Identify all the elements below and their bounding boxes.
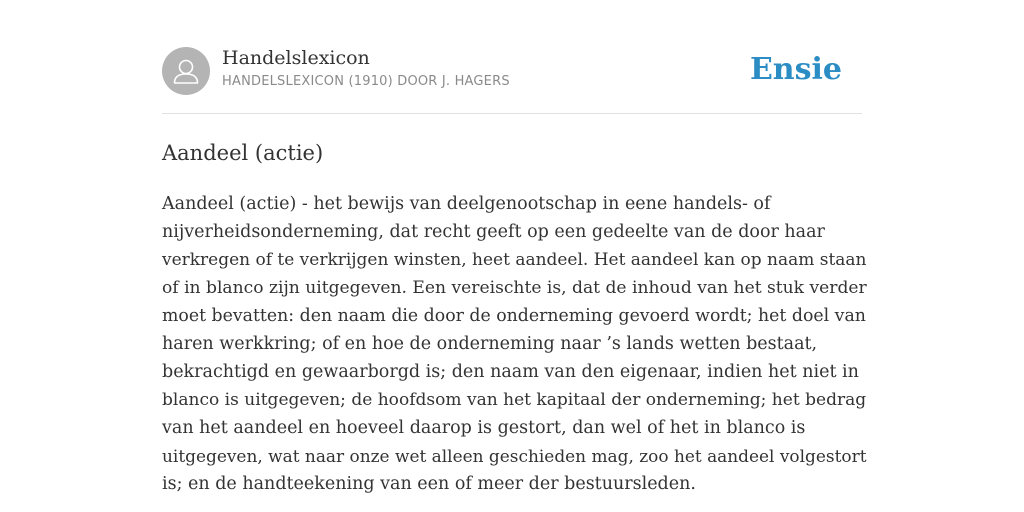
body-line: bekrachtigd en gewaarborgd is; den naam van den eigenaar, indien het niet in (162, 362, 859, 382)
body-line: Aandeel (actie) - het bewijs van deelgenootschap in eene handels- of (162, 194, 771, 214)
body-line: of in blanco zijn uitgegeven. Een vereischte is, dat de inhoud van het stuk verder (162, 278, 867, 298)
body-line: uitgegeven, wat naar onze wet alleen geschieden mag, zoo het aandeel volgestort (162, 446, 867, 466)
body-line: verkregen of te verkrijgen winsten, heet aandeel. Het aandeel kan op naam staan (162, 250, 867, 270)
body-line: haren werkkring; of en hoe de onderneming naar ’s lands wetten bestaat, (162, 334, 818, 354)
article-title: Aandeel (actie) (162, 141, 324, 165)
header-divider (162, 113, 862, 114)
source-subtitle[interactable]: HANDELSLEXICON (1910) DOOR J. HAGERS (222, 74, 510, 89)
avatar (162, 47, 210, 95)
body-line: nijverheidsonderneming, dat recht geeft op een gedeelte van de door haar (162, 222, 825, 242)
brand-logo[interactable]: Ensie (749, 52, 842, 87)
body-line: blanco is uitgegeven; de hoofdsom van het kapitaal der onderneming; het bedrag (162, 390, 867, 410)
source-name[interactable]: Handelslexicon (222, 47, 370, 69)
body-line: moet bevatten: den naam die door de onderneming gevoerd wordt; het doel van (162, 306, 866, 326)
body-line: van het aandeel en hoeveel daarop is gestort, dan wel of het in blanco is (162, 418, 806, 438)
article-body (162, 190, 867, 498)
source-header (162, 46, 862, 96)
user-silhouette-icon (162, 47, 210, 95)
body-line: is; en de handteekening van een of meer der bestuursleden. (162, 474, 696, 494)
